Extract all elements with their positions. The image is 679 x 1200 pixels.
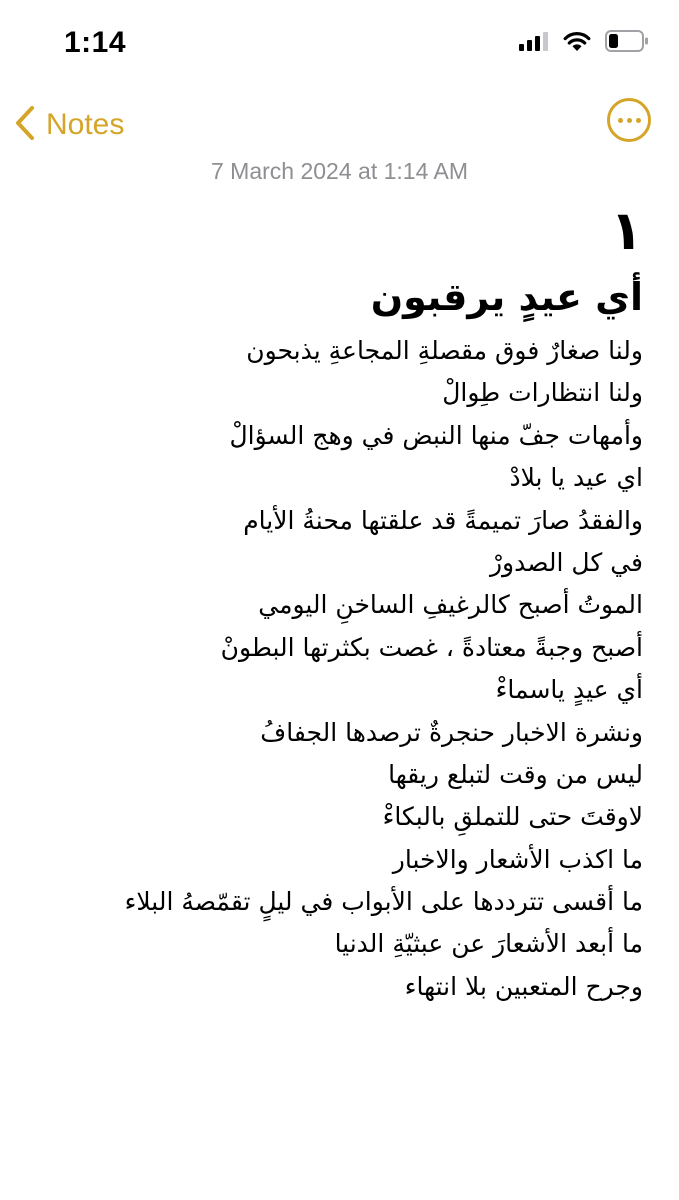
note-number: ١	[610, 199, 643, 262]
note-line: والفقدُ صارَ تميمةً قد علقتها محنةُ الأيام	[243, 505, 643, 535]
more-ellipsis-dot	[636, 118, 641, 123]
status-bar	[0, 0, 679, 88]
back-label: Notes	[46, 108, 125, 141]
note-line: ليس من وقت لتبلع ريقها	[388, 759, 643, 789]
note-line: أصبح وجبةً معتادةً ، غصت بكثرتها البطونْ	[220, 632, 643, 662]
note-body[interactable]	[40, 196, 643, 1008]
note-line: الموتُ أصبح كالرغيفِ الساخنِ اليومي	[258, 590, 643, 620]
note-line: ولنا صغارٌ فوق مقصلةِ المجاعةِ يذبحون	[246, 336, 643, 365]
note-line: ولنا انتظارات طِوالْ	[442, 378, 643, 408]
battery-icon	[605, 30, 649, 56]
note-line: ما اكذب الأشعار والاخبار	[392, 844, 643, 874]
note-line: لاوقتَ حتى للتملقِ بالبكاءْ	[382, 802, 643, 832]
note-line: ما أبعد الأشعارَ عن عبثيّةِ الدنيا	[334, 929, 643, 959]
note-line: ونشرة الاخبار حنجرةٌ ترصدها الجفافُ	[260, 717, 643, 747]
back-to-notes-button[interactable]	[14, 101, 124, 149]
more-ellipsis-icon	[618, 118, 623, 123]
more-ellipsis-dot	[627, 118, 632, 123]
wifi-icon	[563, 31, 591, 56]
note-line: وأمهات جفّ منها النبض في وهج السؤالْ	[229, 420, 643, 450]
more-options-button[interactable]	[607, 98, 651, 142]
status-icons	[519, 30, 649, 56]
note-line: اي عيد يا بلادْ	[509, 463, 643, 493]
navigation-bar	[0, 95, 679, 155]
note-line: أي عيدٍ ياسماءْ	[495, 675, 643, 705]
note-line: ما أقسى تترددها على الأبواب في ليلٍ تقمّصهُ البلاء	[124, 887, 643, 917]
chevron-left-icon	[14, 105, 36, 145]
status-time: 1:14	[64, 26, 127, 59]
cellular-signal-icon	[519, 31, 549, 55]
note-line: وجرح المتعبين بلا انتهاء	[404, 971, 643, 1001]
note-line: في كل الصدورْ	[489, 547, 643, 577]
note-date: 7 March 2024 at 1:14 AM	[211, 158, 468, 184]
note-title: أي عيدٍ يرقبون	[370, 275, 643, 319]
